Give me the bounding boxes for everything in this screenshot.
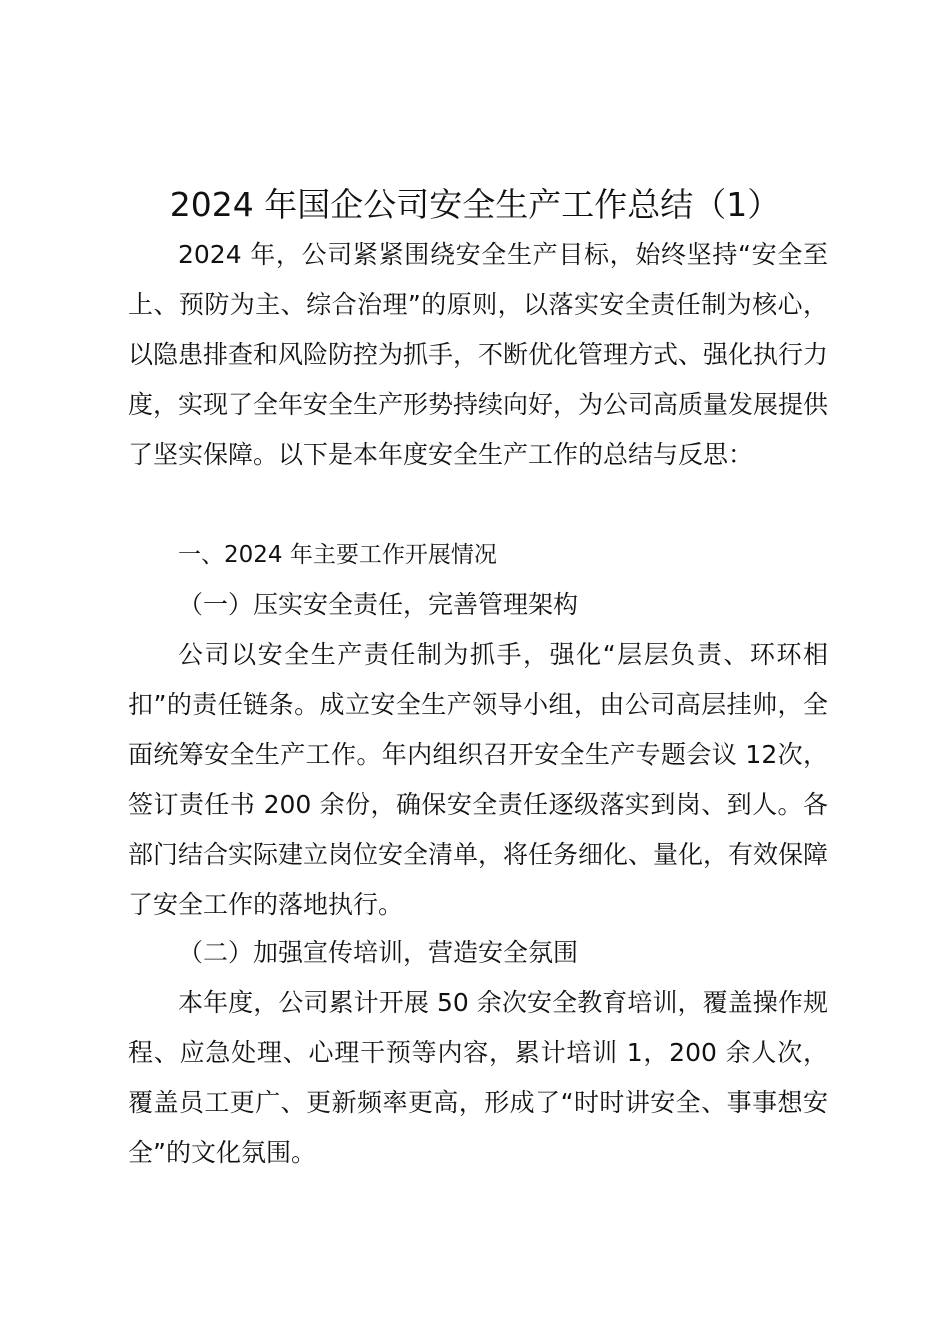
document-title: 2024 年国企公司安全生产工作总结（1） (169, 185, 781, 224)
intro-paragraph: 2024 年，公司紧紧围绕安全生产目标，始终坚持“安全至上、预防为主、综合治理”的原则，以落实安全责任制为核心，以隐患排查和风险防控为抓手，不断优化管理方式、强化执行力度，实现了全年安全生产形势持续向好，为公司高质量发展提供了坚实保障。以下是本年度安全生产工作的总结与反思： (128, 240, 829, 469)
subsection-paragraph-1: 公司以安全生产责任制为抓手，强化“层层负责、环环相扣”的责任链条。成立安全生产领导小组，由公司高层挂帅，全面统筹安全生产工作。年内组织召开安全生产专题会议 12次，签订责任书 200 余份，确保安全责任逐级落实到岗、到人。各部门结合实际建立岗位安全清单，将任务细化、量化，有效保障了安全工作的落地执行。 (128, 640, 829, 919)
subsection-heading-2: （二）加强宣传培训，营造安全氛围 (178, 938, 579, 967)
section-heading: 一、2024 年主要工作开展情况 (178, 542, 497, 568)
subsection-heading-1: （一）压实安全责任，完善管理架构 (178, 590, 579, 619)
subsection-paragraph-2: 本年度，公司累计开展 50 余次安全教育培训，覆盖操作规程、应急处理、心理干预等内容，累计培训 1，200 余人次，覆盖员工更广、更新频率更高，形成了“时时讲安全、事事想安全”的文化氛围。 (128, 988, 828, 1167)
